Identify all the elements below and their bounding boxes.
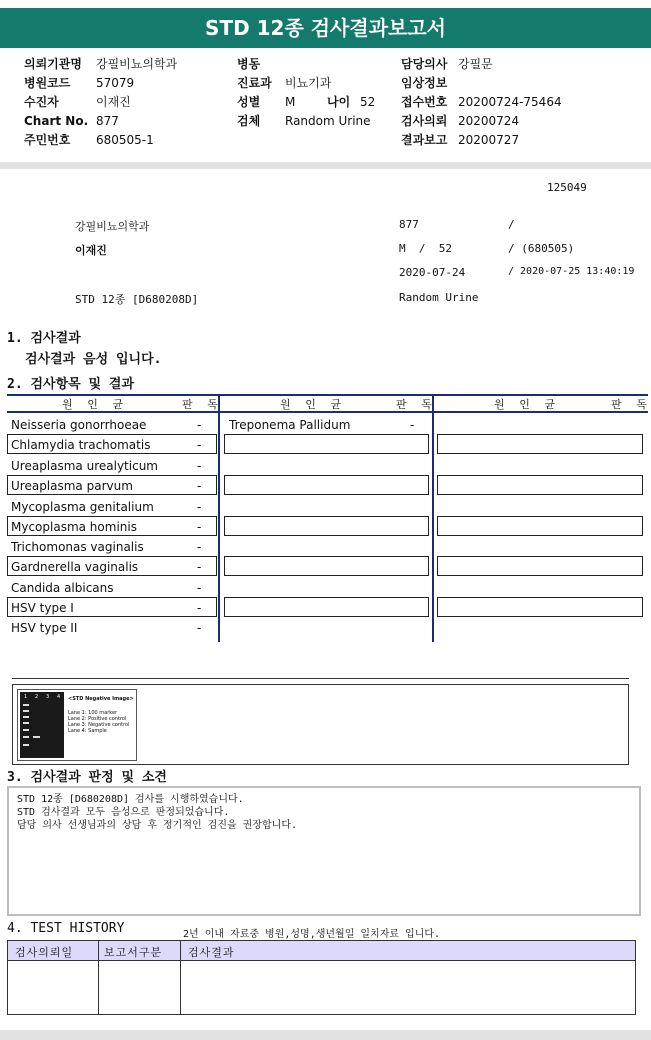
section-2-title: 2. 검사항목 및 결과 xyxy=(7,377,135,392)
history-col-divider xyxy=(98,941,99,1014)
organism-result: - xyxy=(197,459,202,473)
department-label: 진료과 xyxy=(237,76,272,90)
organism-result: - xyxy=(197,418,202,432)
history-col-result: 검사결과 xyxy=(188,946,235,959)
empty-row-box xyxy=(224,556,429,576)
test-history-table xyxy=(7,940,636,1015)
history-header-row xyxy=(8,941,635,961)
lane-label: 3 xyxy=(46,694,50,700)
lane-label: 2 xyxy=(35,694,39,700)
organism-result: - xyxy=(197,438,202,452)
organism-result: - xyxy=(410,418,415,432)
organism-result: - xyxy=(197,500,202,514)
summary-slash: / xyxy=(508,218,515,231)
summary-birth: / (680505) xyxy=(508,242,575,255)
chart-no-label: Chart No. xyxy=(24,114,89,128)
opinion-line: STD 검사결과 모두 음성으로 판정되었습니다. xyxy=(17,807,230,818)
gel-title: <STD Negative Image> xyxy=(68,696,134,702)
summary-clinic: 강필비뇨의학과 xyxy=(75,220,150,233)
marker-band xyxy=(23,704,29,706)
resident-no-value: 680505-1 xyxy=(96,133,154,147)
organism-name: HSV type I xyxy=(11,601,74,615)
hospital-label: 의뢰기관명 xyxy=(24,57,82,71)
organism-name: Trichomonas vaginalis xyxy=(11,540,144,554)
summary-chart: 877 xyxy=(399,218,419,231)
gel-legend-line: Lane 1: 100 marker xyxy=(68,710,118,716)
table-divider-1 xyxy=(218,394,220,642)
organism-result: - xyxy=(197,520,202,534)
summary-specimen: Random Urine xyxy=(399,291,479,304)
gel-legend-line: Lane 2: Positive control xyxy=(68,716,127,722)
marker-band xyxy=(23,710,29,712)
marker-band xyxy=(23,716,29,718)
organism-name: Gardnerella vaginalis xyxy=(11,560,139,574)
age-label: 나이 xyxy=(327,95,351,109)
section-1-title: 1. 검사결과 xyxy=(7,331,81,346)
patient-label: 수진자 xyxy=(24,95,59,109)
report-title: STD 12종 검사결과보고서 xyxy=(0,8,651,48)
empty-row-box xyxy=(224,516,429,536)
empty-row-box xyxy=(224,475,429,495)
request-date-value: 20200724 xyxy=(458,114,520,128)
organism-name: Ureaplasma parvum xyxy=(11,479,133,493)
summary-received: 2020-07-24 xyxy=(399,266,466,279)
hospital-value: 강필비뇨의학과 xyxy=(96,57,178,71)
control-band xyxy=(33,736,40,738)
organism-result: - xyxy=(197,560,202,574)
history-col-request-date: 검사의뢰일 xyxy=(15,946,74,959)
sex-value: M xyxy=(285,95,296,109)
empty-row-box xyxy=(437,597,643,617)
report-date-value: 20200727 xyxy=(458,133,520,147)
organism-result: - xyxy=(197,581,202,595)
gel-legend-line: Lane 3: Negative control xyxy=(68,722,130,728)
table-divider-2 xyxy=(432,394,434,642)
summary-patient: 이재진 xyxy=(75,244,107,257)
marker-band xyxy=(23,736,29,738)
header-organism-1: 원 인 균 xyxy=(62,398,128,411)
footer-bar xyxy=(0,1030,651,1040)
empty-row-box xyxy=(437,434,643,454)
section-4-title: 4. TEST HISTORY xyxy=(7,921,125,936)
hospital-code-label: 병원코드 xyxy=(24,76,71,90)
empty-row-box xyxy=(437,516,643,536)
organism-name: Treponema Pallidum xyxy=(229,418,351,432)
header-col-3 xyxy=(401,55,562,150)
empty-row-box xyxy=(224,434,429,454)
organism-result: - xyxy=(197,621,202,635)
doctor-label: 담당의사 xyxy=(401,57,448,71)
organism-result: - xyxy=(197,601,202,615)
specimen-value: Random Urine xyxy=(285,114,371,128)
header-col-1 xyxy=(24,55,177,150)
patient-value: 이재진 xyxy=(96,95,131,109)
organism-result: - xyxy=(197,540,202,554)
clinical-info-label: 임상정보 xyxy=(401,76,448,90)
header-organism-3: 원 인 균 xyxy=(494,398,560,411)
summary-reported: / 2020-07-25 13:40:19 xyxy=(508,266,635,277)
gel-legend-line: Lane 4: Sample xyxy=(68,728,107,734)
marker-band xyxy=(23,744,29,746)
header-organism-2: 원 인 균 xyxy=(280,398,346,411)
organism-name: Mycoplasma hominis xyxy=(11,520,137,534)
organism-name: Chlamydia trachomatis xyxy=(11,438,151,452)
summary-test-code: STD 12종 [D680208D] xyxy=(75,293,199,306)
lane-label: 4 xyxy=(57,694,61,700)
specimen-label: 검체 xyxy=(237,114,261,128)
receipt-no-value: 20200724-75464 xyxy=(458,95,562,109)
gel-electrophoresis-image xyxy=(17,689,137,761)
marker-band xyxy=(23,722,29,724)
empty-row-box xyxy=(437,475,643,495)
header-judge-3: 판 독 xyxy=(611,398,651,411)
marker-band xyxy=(23,729,29,731)
header-judge-2: 판 독 xyxy=(396,398,436,411)
history-col-divider xyxy=(180,941,181,1014)
organism-name: Mycoplasma genitalium xyxy=(11,500,154,514)
header-divider xyxy=(0,162,651,169)
resident-no-label: 주민번호 xyxy=(24,133,71,147)
section-1-text: 검사결과 음성 입니다. xyxy=(25,352,162,367)
header-judge-1: 판 독 xyxy=(182,398,222,411)
opinion-line: 담당 의사 선생님과의 상담 후 정기적인 검진을 권장합니다. xyxy=(17,820,298,831)
receipt-no-label: 접수번호 xyxy=(401,95,448,109)
lane-label: 1 xyxy=(24,694,28,700)
request-date-label: 검사의뢰 xyxy=(401,114,448,128)
organism-result: - xyxy=(197,479,202,493)
section-3-title: 3. 검사결과 판정 및 소견 xyxy=(7,770,167,785)
doctor-value: 강필문 xyxy=(458,57,493,71)
history-note: 2년 이내 자료중 병원,성명,생년월일 일치자료 입니다. xyxy=(183,929,441,940)
organism-name: Ureaplasma urealyticum xyxy=(11,459,158,473)
gel-lanes xyxy=(20,692,64,758)
opinion-box xyxy=(7,786,641,916)
chart-no-value: 877 xyxy=(96,114,119,128)
empty-row-box xyxy=(224,597,429,617)
organism-name: Neisseria gonorrhoeae xyxy=(11,418,147,432)
sex-label: 성별 xyxy=(237,95,261,109)
summary-sex-age: M / 52 xyxy=(399,242,452,255)
image-divider xyxy=(12,678,629,679)
organism-name: HSV type II xyxy=(11,621,78,635)
report-code: 125049 xyxy=(547,181,587,194)
report-date-label: 결과보고 xyxy=(401,133,448,147)
hospital-code-value: 57079 xyxy=(96,76,135,90)
department-value: 비뇨기과 xyxy=(285,76,332,90)
ward-label: 병동 xyxy=(237,57,261,71)
header-col-2 xyxy=(237,55,375,131)
organism-name: Candida albicans xyxy=(11,581,114,595)
opinion-line: STD 12종 [D680208D] 검사를 시행하였습니다. xyxy=(17,794,244,805)
age-value: 52 xyxy=(360,95,376,109)
history-col-report-type: 보고서구분 xyxy=(104,946,163,959)
empty-row-box xyxy=(437,556,643,576)
